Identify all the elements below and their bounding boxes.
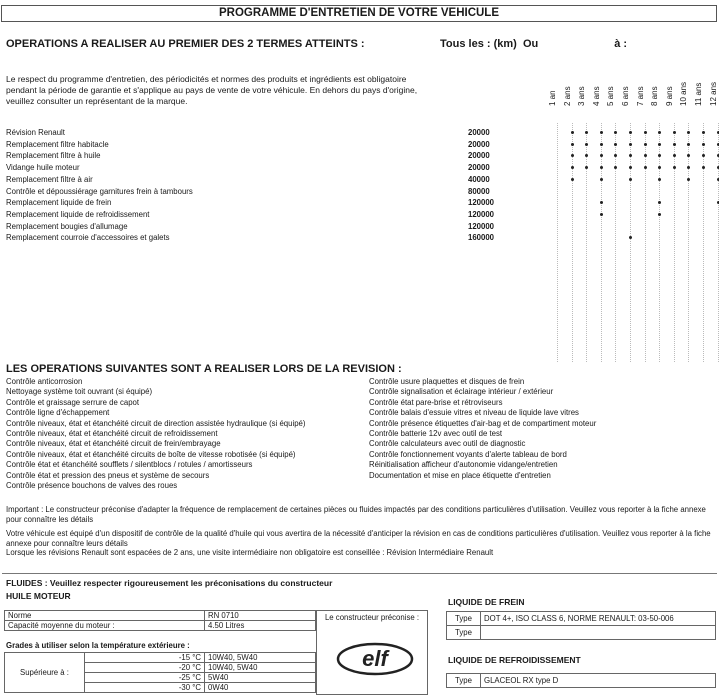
schedule-dot [644, 143, 647, 146]
list-item: Contrôle niveaux, état et étanchéité circuits de boîte de vitesse robotisée (si équipé) [6, 449, 296, 459]
year-header: 2 ans [562, 86, 572, 106]
list-item: Réinitialisation afficheur d'autonomie vidange/entretien [369, 460, 558, 470]
operation-km: 120000 [468, 198, 495, 208]
years-column-label: à : [614, 38, 628, 50]
year-header: 12 ans [708, 81, 718, 106]
year-grid-line [718, 123, 719, 362]
oil-row-label: Norme [5, 611, 205, 621]
superieur-label: Supérieure à : [5, 653, 85, 693]
year-header: 10 ans [679, 81, 689, 106]
schedule-dot [702, 143, 705, 146]
grade-temp: -30 °C [85, 683, 205, 693]
operation-label: Remplacement bougies d'allumage [6, 221, 128, 231]
list-item: Contrôle ligne d'échappement [6, 408, 110, 418]
oil-row-value: RN 0710 [205, 611, 316, 621]
schedule-dot [658, 154, 661, 157]
grade-temp: -25 °C [85, 673, 205, 683]
schedule-dot [614, 166, 617, 169]
schedule-dot [571, 166, 574, 169]
list-item: Contrôle présence bouchons de valves des roues [6, 481, 178, 490]
oil-table [4, 610, 316, 631]
schedule-dot [629, 178, 632, 181]
schedule-dot [644, 131, 647, 134]
schedule-dot [658, 143, 661, 146]
schedule-dot [629, 143, 632, 146]
year-grid-line [659, 123, 660, 362]
year-grid-line [601, 123, 602, 362]
operation-label: Remplacement filtre à huile [6, 151, 101, 161]
list-item: Contrôle niveaux, état et étanchéité circuit de frein/embrayage [6, 439, 221, 449]
grades-heading: Grades à utiliser selon la température extérieure : [6, 641, 190, 650]
year-grid-line [688, 123, 689, 362]
operation-km: 20000 [468, 163, 490, 173]
list-item: Contrôle usure plaquettes et disques de frein [369, 377, 525, 386]
brake-fluid-table [446, 611, 716, 640]
list-item: Contrôle anticorrosion [6, 377, 83, 386]
year-header: 9 ans [664, 86, 674, 106]
year-grid-line [645, 123, 646, 362]
schedule-dot [658, 166, 661, 169]
year-header: 3 ans [577, 86, 587, 106]
brake-type-value [481, 626, 716, 640]
operation-km: 120000 [468, 221, 495, 231]
preconise-label: Le constructeur préconise : [324, 613, 420, 622]
intro-text: Le respect du programme d'entretien, des périodicités et normes des produits et ingrédients est obligatoire pendant la période de garantie et s'applique au pays de vente de votre véhicule. En dehors du pays d'origine, veuillez consulter un représentant de la marque. [6, 74, 418, 106]
oil-heading: HUILE MOTEUR [6, 591, 71, 601]
operation-km: 80000 [468, 186, 490, 196]
list-item: Contrôle calculateurs avec outil de diagnostic [369, 439, 526, 449]
schedule-dot [585, 154, 588, 157]
table-row [5, 621, 316, 631]
table-row [447, 626, 716, 640]
schedule-dot [571, 131, 574, 134]
operation-label: Révision Renault [6, 128, 65, 137]
schedule-dot [629, 236, 632, 239]
fluids-heading: FLUIDES : Veuillez respecter rigoureusement les préconisations du constructeur [6, 578, 333, 588]
operation-label: Remplacement courroie d'accessoires et galets [6, 233, 170, 243]
grade-oil: 5W40 [205, 673, 316, 683]
revision-heading: LES OPERATIONS SUIVANTES SONT A REALISER LORS DE LA REVISION : [6, 363, 402, 375]
list-item: Contrôle signalisation et éclairage intérieur / extérieur [369, 387, 554, 397]
list-item: Contrôle niveaux, état et étanchéité circuit de refroidissement [6, 429, 218, 438]
year-header: 11 ans [694, 82, 703, 106]
or-label: Ou [522, 38, 539, 50]
schedule-dot [571, 143, 574, 146]
list-item: Contrôle présence étiquettes d'air-bag et de compartiment moteur [369, 418, 597, 428]
schedule-dot [673, 154, 676, 157]
schedule-dot [687, 143, 690, 146]
schedule-dot [629, 166, 632, 169]
brake-type-label: Type [447, 612, 481, 626]
schedule-dot [614, 143, 617, 146]
year-grid-line [703, 123, 704, 362]
schedule-dot [614, 131, 617, 134]
coolant-type-label: Type [447, 674, 481, 688]
schedule-dot [600, 154, 603, 157]
schedule-dot [673, 166, 676, 169]
preconise-box [316, 610, 428, 695]
list-item: Contrôle balais d'essuie vitres et niveau de liquide lave vitres [369, 408, 579, 418]
schedule-dot [687, 131, 690, 134]
schedule-dot [629, 154, 632, 157]
operations-heading: OPERATIONS A REALISER AU PREMIER DES 2 TERMES ATTEINTS : [6, 38, 365, 50]
list-item: Contrôle état pare-brise et rétroviseurs [369, 397, 503, 407]
elf-logo-text: elf [362, 646, 388, 671]
list-item: Contrôle fonctionnement voyants d'alerte tableau de bord [369, 449, 567, 459]
list-item: Documentation et mise en place étiquette d'entretien [369, 470, 551, 480]
operation-km: 20000 [468, 128, 490, 137]
year-grid-line [674, 123, 675, 362]
operation-label: Remplacement liquide de frein [6, 198, 112, 208]
year-grid-line [572, 123, 573, 362]
table-row [447, 674, 716, 688]
oil-row-label: Capacité moyenne du moteur : [5, 621, 205, 631]
schedule-dot [702, 154, 705, 157]
coolant-heading: LIQUIDE DE REFROIDISSEMENT [448, 655, 581, 665]
grades-table [4, 652, 316, 693]
elf-logo [335, 639, 415, 679]
year-header: 8 ans [650, 86, 660, 106]
operation-km: 20000 [468, 151, 490, 161]
schedule-dot [629, 131, 632, 134]
schedule-dot [585, 143, 588, 146]
schedule-dot [702, 166, 705, 169]
schedule-dot [658, 213, 661, 216]
year-header: 5 ans [606, 86, 616, 106]
oil-row-value: 4.50 Litres [205, 621, 316, 631]
year-header: 4 ans [591, 86, 601, 106]
schedule-dot [614, 154, 617, 157]
year-grid-line [630, 123, 631, 362]
page-title: PROGRAMME D'ENTRETIEN DE VOTRE VEHICULE [218, 7, 500, 19]
schedule-dot [687, 154, 690, 157]
list-item: Contrôle niveaux, état et étanchéité circuit de direction assistée hydraulique (si équipé) [6, 418, 306, 428]
note-important: Important : Le constructeur préconise d'adapter la fréquence de remplacement de certaines pièces ou fluides impactés par des conditions particulières d'utilisation. Veuillez vous reporter à la fiche annexe pour connaître les détails [6, 505, 706, 524]
year-header: 6 ans [621, 86, 630, 106]
brake-type-value: DOT 4+, ISO CLASS 6, NORME RENAULT: 03-50-006 [481, 612, 716, 626]
operation-label: Remplacement filtre habitacle [6, 139, 109, 149]
operation-km: 40000 [468, 174, 490, 184]
title-box [1, 5, 717, 22]
schedule-dot [600, 143, 603, 146]
schedule-dot [702, 131, 705, 134]
coolant-table [446, 673, 716, 688]
grade-oil: 0W40 [205, 683, 316, 693]
schedule-dot [600, 131, 603, 134]
schedule-dot [673, 143, 676, 146]
year-grid-line [557, 123, 558, 362]
operation-km: 20000 [468, 139, 490, 149]
list-item: Nettoyage système toit ouvrant (si équipé) [6, 387, 153, 397]
brake-type-label: Type [447, 626, 481, 640]
operation-km: 120000 [468, 209, 495, 219]
km-column-label: Tous les : (km) [440, 38, 517, 50]
schedule-dot [600, 166, 603, 169]
grade-oil: 10W40, 5W40 [205, 663, 316, 673]
schedule-dot [673, 131, 676, 134]
brake-fluid-heading: LIQUIDE DE FREIN [448, 597, 525, 607]
list-item: Contrôle et graissage serrure de capot [6, 397, 140, 407]
schedule-dot [585, 166, 588, 169]
grade-oil: 10W40, 5W40 [205, 653, 316, 663]
operation-label: Contrôle et dépoussiérage garnitures frein à tambours [6, 186, 193, 196]
note-oil-quality: Votre véhicule est équipé d'un dispositif de contrôle de la qualité d'huile qui vous avertira de la nécessité d'anticiper la révision en cas de conditions particulières d'utilisation. Veuillez vous reporter à la fiche annexe pour connaître leurs détails [6, 529, 711, 548]
operation-km: 160000 [468, 233, 495, 243]
coolant-type-value: GLACEOL RX type D [481, 674, 716, 688]
list-item: Contrôle batterie 12v avec outil de test [369, 429, 503, 438]
schedule-dot [571, 178, 574, 181]
frequency-header [440, 38, 627, 50]
schedule-dot [644, 166, 647, 169]
schedule-dot [658, 178, 661, 181]
year-header: 7 ans [635, 86, 645, 106]
schedule-dot [658, 201, 661, 204]
operation-label: Vidange huile moteur [6, 163, 80, 173]
table-row [5, 653, 316, 663]
grade-temp: -15 °C [85, 653, 205, 663]
schedule-dot [600, 213, 603, 216]
list-item: Contrôle état et pression des pneus et système de secours [6, 470, 210, 480]
schedule-dot [600, 178, 603, 181]
operation-label: Remplacement liquide de refroidissement [6, 209, 150, 219]
table-row [447, 612, 716, 626]
year-grid-line [586, 123, 587, 362]
schedule-dot [658, 131, 661, 134]
schedule-dot [687, 178, 690, 181]
grade-temp: -20 °C [85, 663, 205, 673]
table-row [5, 611, 316, 621]
list-item: Contrôle état et étanchéité soufflets / silentblocs / rotules / amortisseurs [6, 460, 253, 470]
schedule-dot [585, 131, 588, 134]
year-grid-line [615, 123, 616, 362]
fluids-divider [2, 573, 717, 574]
year-header: 1 an [548, 90, 557, 106]
note-intermediate: Lorsque les révisions Renault sont espacées de 2 ans, une visite intermédiaire non obligatoire est conseillée : Révision Intermédiaire Renault [6, 548, 494, 557]
schedule-dot [600, 201, 603, 204]
schedule-dot [687, 166, 690, 169]
operation-label: Remplacement filtre à air [6, 174, 93, 184]
